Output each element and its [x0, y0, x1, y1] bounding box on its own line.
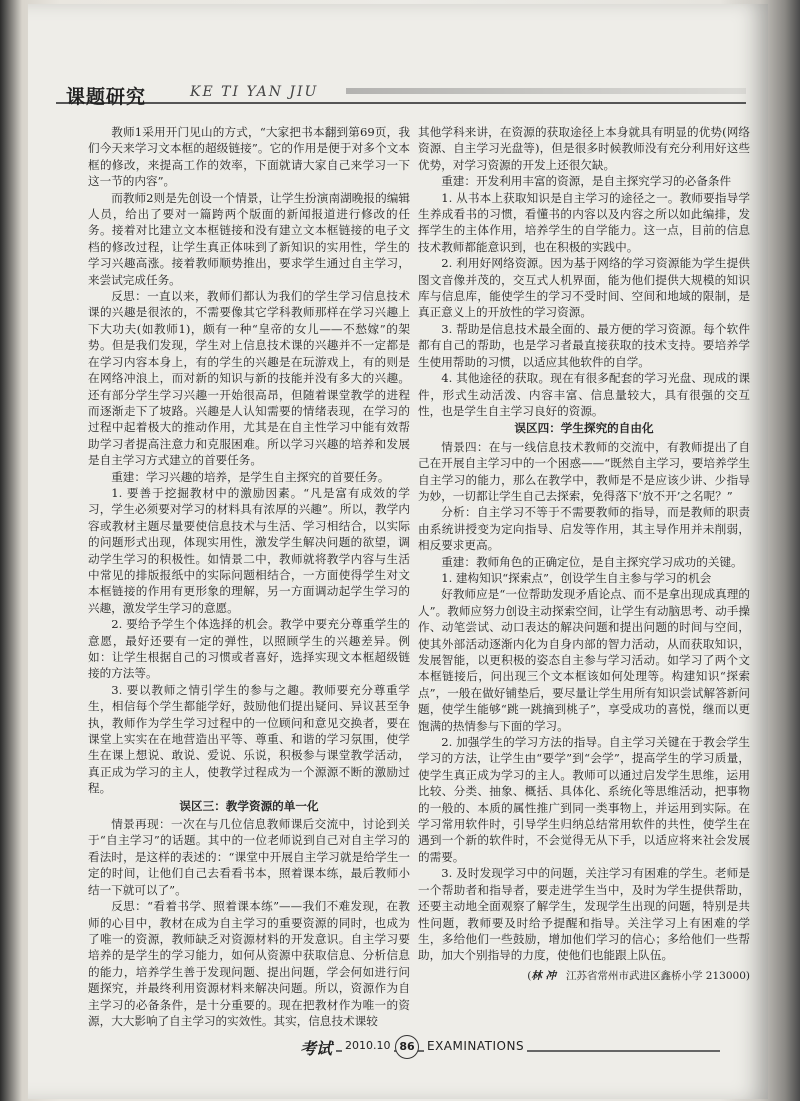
paragraph: 3. 要以教师之情引学生的参与之趣。教师要充分尊重学生，相信每个学生都能学好，鼓励他们提出疑问、异议甚至争执，教师作为学生学习过程中的一位顾问和意见交换者，要在课堂上实实在在地营造出平等、尊重、和谐的学习氛围，使学生在课上想说、敢说、爱说、乐说，积极参与课堂教学活动，真正成为学习的主人，使教学过程成为一个源源不断的激励过程。	[88, 682, 410, 796]
paragraph: 重建：开发利用丰富的资源，是自主探究学习的必备条件	[441, 174, 732, 189]
issue-date: 2010.10	[342, 1039, 394, 1052]
paragraph: 1. 从书本上获取知识是自主学习的途径之一。教师要指导学生养成看书的习惯，看懂书的内容以及内容之所以如此编排，发挥学生的主体作用，培养学生的自学能力。这一点，目前的信息技术教师都能意识到，也在积极的实践中。	[418, 190, 750, 254]
page-footer	[260, 1036, 730, 1062]
paragraph: 2. 加强学生的学习方法的指导。自主学习关键在于教会学生学习的方法，让学生由“要学”到“会学”，提高学生的学习质量，使学生真正成为学习的主人。教师可以通过启发学生思维，运用比较、分类、抽象、概括、具体化、系统化等思维活动，把事物的一般的、本质的属性推广到同一类事物上，并运用到实际。在学习常用软件时，引导学生归纳总结常用软件的共性，使学生在遇到一个新的软件时，不会觉得无从下手，以适应将来社会发展的需要。	[418, 735, 750, 864]
paragraph: 重建：学习兴趣的培养，是学生自主探究的首要任务。	[111, 469, 390, 484]
section-header	[56, 58, 746, 108]
paragraph: 其他学科来讲，在资源的获取途径上本身就具有明显的优势(网络资源、自主学习光盘等)，但是很多时候教师没有充分利用好这些优势，对学习资源的开发上还很欠缺。	[418, 125, 750, 172]
paragraph: 反思：一直以来，教师们都认为我们的学生学习信息技术课的兴趣是很浓的，不需要像其它学科教师那样在学习兴趣上下大功夫(如教师1)，颇有一种“皇帝的女儿——不愁嫁”的架势。但是我们发现，学生对上信息技术课的兴趣并不一定都是在学习内容本身上，有的学生的兴趣是在玩游戏上，有的则是在网络冲浪上，而对新的知识与新的技能并没有多大的兴趣。还有部分学生学习兴趣一开始很高昂，但随着课堂教学的进程而逐渐走下了坡路。兴趣是人认知需要的情绪表现，在学习的过程中起着极大的推动作用，尤其是在自主性学习中能有效帮助学习者提高注意力和克服困难。所以学习兴趣的培养和发展是自主学习方式建立的首要任务。	[88, 289, 410, 468]
section-heading: 误区四：学生探究的自由化	[514, 421, 654, 436]
section-title: 课题研究	[66, 86, 147, 108]
paragraph: 2. 要给予学生个体选择的机会。教学中要充分尊重学生的意愿，最好还要有一定的弹性，以照顾学生的兴趣差异。例如：让学生根据自己的习惯或者喜好，选择实现文本框超级链接的方法等。	[88, 617, 410, 681]
paragraph: 重建：教师角色的正确定位，是自主探究学习成功的关键。	[441, 554, 743, 569]
section-heading: 误区三：教学资源的单一化	[179, 798, 319, 813]
right-column	[418, 124, 750, 984]
paragraph: 3. 帮助是信息技术最全面的、最方便的学习资源。每个软件都有自己的帮助，也是学习者最直接获取的技术支持。要培养学生使用帮助的习惯，以适应其他软件的自学。	[418, 321, 750, 369]
paragraph: 2. 利用好网络资源。因为基于网络的学习资源能为学生提供图文音像并茂的，交互式人机界面，能为他们提供大规模的知识库与信息库，能使学生的学习不受时间、空间和地域的限制，是真正意义上的开放性的学习资源。	[418, 256, 750, 320]
section-title-pinyin: KE TI YAN JIU	[190, 84, 319, 100]
paragraph: 而教师2则是先创设一个情景，让学生扮演南湖晚报的编辑人员，给出了要对一篇跨两个版面的新闻报道进行修改的任务。接着对比建立文本框链接和没有建立文本框链接的电子文档的修改过程，让学生真正体味到了新知识的实用性，学生的学习兴趣高涨。接着教师顺势推出，要求学生通过自主学习，来尝试完成任务。	[88, 190, 410, 287]
magazine-name: EXAMINATIONS	[424, 1039, 527, 1053]
author-postcode: 213000	[705, 969, 746, 982]
author-line: (林 冲 江苏省常州市武进区鑫桥小学 213000)	[527, 969, 750, 982]
paragraph: 4. 其他途径的获取。现在有很多配套的学习光盘、现成的课件，形式生动活泼、内容丰富、信息量较大，具有很强的交互性，也是学生自主学习良好的资源。	[418, 371, 750, 418]
paragraph: 好教师应是“一位帮助发现矛盾论点、而不是拿出现成真理的人”。教师应努力创设主动探索空间，让学生有动脑思考、动手操作、动笔尝试、动口表达的解决问题和提出问题的时间与空间，使其外部活动逐渐内化为自身内部的智力活动，从而获取知识，发展智能，以更积极的姿态自主参与学习活动。如学习了两个文本框链接后，问出现三个文本框该如何处理等。构建知识“探索点”，一般在做好铺垫后，要尽量让学生用所有知识尝试解答新问题，使学生能够“跳一跳摘到桃子”，享受成功的喜悦，继而以更饱满的热情参与下面的学习。	[418, 587, 750, 733]
paragraph: 分析：自主学习不等于不需要教师的指导，而是教师的职责由系统讲授变为定向指导、启发等作用，其主导作用并未削弱，相反要求更高。	[418, 505, 750, 553]
left-column	[88, 124, 410, 1029]
paragraph: 1. 要善于挖掘教材中的激励因素。“凡是富有成效的学习，学生必须要对学习的材料具有浓厚的兴趣”。所以，教学内容或教材主题尽量要使信息技术与生活、学习相结合，以实际的问题形式出现，体现实用性，激发学生解决问题的欲望，调动学生学习的积极性。如情景二中，教师就将教学内容与生活中常见的排版报纸中的实际问题相结合，一方面使得学生对文本框链接的作用有更形象的理解，另一方面调动起学生学习的兴趣，激发学生学习的意愿。	[88, 485, 410, 615]
magazine-logo: 考试	[296, 1036, 336, 1059]
author-affiliation: 江苏省常州市武进区鑫桥小学	[565, 969, 703, 982]
paragraph: 反思：“看着书学、照着课本练”——我们不难发现，在教师的心目中，教材在成为自主学习的重要资源的同时，也成为了唯一的资源，教师缺乏对资源材料的开发意识。自主学习要培养的是学生的学习能力，如何从资源中获取信息、分析信息的能力，培养学生善于发现问题、提出问题，学会何如进行问题探究，并最终利用资源材料来解决问题。所以，资源作为自主学习的必备条件，是十分重要的。现在把教材作为唯一的资源，大大影响了自主学习的实效性。其实，信息技术课较	[88, 899, 410, 1028]
page-number: 86	[395, 1035, 419, 1059]
paragraph: 教师1采用开门见山的方式，“大家把书本翻到第69页，我们今天来学习文本框的超级链接”。它的作用是便于对多个文本框的修改，来提高工作的效率，下面就请大家自己来学习一下这一节的内容”。	[88, 125, 410, 189]
paragraph: 情景四：在与一线信息技术教师的交流中，有教师提出了自己在开展自主学习中的一个困惑——“既然自主学习，要培养学生自主学习的能力，那么在教学中，教师是不是应该少讲、少指导为妙，一切都让学生自己去探索，免得落下‘放不开’之名呢？”	[418, 439, 750, 503]
paragraph: 3. 及时发现学习中的问题，关注学习有困难的学生。老师是一个帮助者和指导者，要走进学生当中，及时为学生提供帮助，还要主动地全面观察了解学生，发现学生出现的问题，特别是共性问题，教师要及时给予提醒和指导。关注学习上有困难的学生，多给他们一些鼓励，增加他们学习的信心；多给他们一些帮助，加大个别指导的力度，使他们也能跟上队伍。	[418, 866, 750, 963]
paragraph: 情景再现：一次在与几位信息教师课后交流中，讨论到关于“自主学习”的话题。其中的一位老师说到自己对自主学习的看法时，是这样的表述的：“课堂中开展自主学习就是给学生一定的时间，让他们自己去看看书本，照着课本练，最后教师小结一下就可以了”。	[88, 817, 410, 897]
author-name: 林 冲	[531, 969, 556, 982]
paragraph: 1. 建构知识“探索点”，创设学生自主参与学习的机会	[441, 570, 712, 585]
header-decor-bar	[346, 88, 746, 94]
